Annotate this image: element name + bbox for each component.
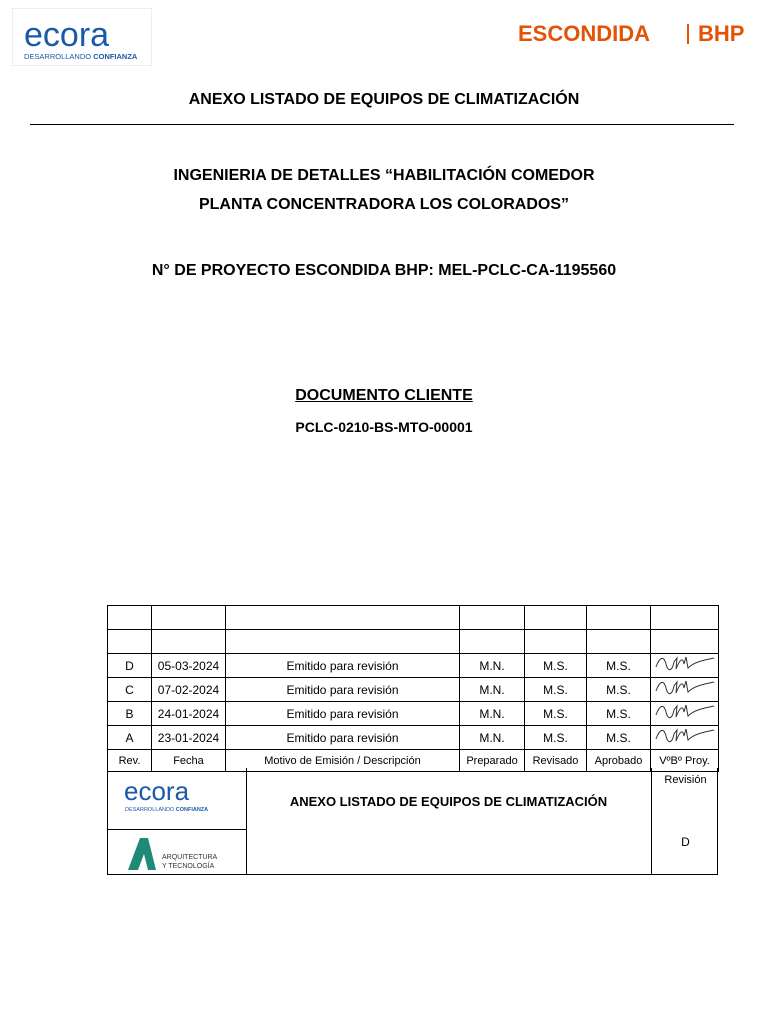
- bhp-wordmark: BHP: [698, 21, 745, 46]
- svg-text:ecora: ecora: [124, 776, 190, 806]
- rev-cell: B: [108, 702, 152, 726]
- reviewed-cell: M.S.: [525, 702, 587, 726]
- svg-text:Y TECNOLOGÍA: Y TECNOLOGÍA: [162, 863, 215, 870]
- signature-icon: [652, 726, 718, 746]
- arquitectura-logo: [108, 830, 246, 874]
- svg-text:DESARROLLANDO CONFIANZA: DESARROLLANDO CONFIANZA: [125, 807, 209, 813]
- col-header-prepared: Preparado: [460, 750, 525, 772]
- prepared-cell: M.N.: [460, 726, 525, 750]
- signature-cell: [651, 726, 719, 750]
- revision-row-a: [108, 726, 719, 750]
- date-cell: 05-03-2024: [152, 654, 226, 678]
- document-title: ANEXO LISTADO DE EQUIPOS DE CLIMATIZACIÓN: [188, 91, 580, 108]
- approved-cell: M.S.: [587, 702, 651, 726]
- rev-cell: C: [108, 678, 152, 702]
- title-block-logos: [108, 768, 247, 874]
- approved-cell: M.S.: [587, 726, 651, 750]
- project-subtitle: [0, 161, 768, 219]
- title-block-revision: [651, 768, 719, 874]
- col-header-vobo: VºBº Proy.: [651, 750, 719, 772]
- col-header-rev: Rev.: [108, 750, 152, 772]
- signature-cell: [651, 678, 719, 702]
- date-cell: 07-02-2024: [152, 678, 226, 702]
- signature-icon: [652, 654, 718, 674]
- logo-separator: [687, 24, 689, 44]
- col-header-approved: Aprobado: [587, 750, 651, 772]
- escondida-bhp-logo: [510, 14, 760, 52]
- signature-icon: [652, 678, 718, 698]
- col-header-description: Motivo de Emisión / Descripción: [226, 750, 460, 772]
- signature-cell: [651, 702, 719, 726]
- title-block-title: ANEXO LISTADO DE EQUIPOS DE CLIMATIZACIÓN: [289, 793, 608, 809]
- revision-row-c: [108, 678, 719, 702]
- revision-value: D: [681, 835, 690, 849]
- description-cell: Emitido para revisión: [226, 726, 460, 750]
- ecora-small-logo: [108, 768, 246, 828]
- subtitle-line-2: PLANTA CONCENTRADORA LOS COLORADOS”: [198, 196, 570, 213]
- revision-label: Revisión: [664, 774, 707, 786]
- ecora-tagline: DESARROLLANDO CONFIANZA: [24, 52, 138, 61]
- revision-row-d: [108, 654, 719, 678]
- ecora-wordmark: ecora: [24, 16, 110, 54]
- description-cell: Emitido para revisión: [226, 654, 460, 678]
- reviewed-cell: M.S.: [525, 678, 587, 702]
- title-block: [107, 768, 718, 875]
- approved-cell: M.S.: [587, 654, 651, 678]
- revision-table: [107, 605, 719, 772]
- date-cell: 23-01-2024: [152, 726, 226, 750]
- prepared-cell: M.N.: [460, 702, 525, 726]
- project-number: N° DE PROYECTO ESCONDIDA BHP: MEL-PCLC-CA-1195560: [151, 262, 617, 279]
- col-header-date: Fecha: [152, 750, 226, 772]
- escondida-wordmark: ESCONDIDA: [518, 21, 651, 46]
- date-cell: 24-01-2024: [152, 702, 226, 726]
- subtitle-line-1: INGENIERIA DE DETALLES “HABILITACIÓN COMEDOR: [173, 167, 595, 184]
- reviewed-cell: M.S.: [525, 654, 587, 678]
- col-header-reviewed: Revisado: [525, 750, 587, 772]
- approved-cell: M.S.: [587, 678, 651, 702]
- ecora-logo: [12, 8, 152, 66]
- rev-cell: A: [108, 726, 152, 750]
- prepared-cell: M.N.: [460, 654, 525, 678]
- blank-row: [108, 606, 719, 630]
- description-cell: Emitido para revisión: [226, 702, 460, 726]
- signature-cell: [651, 654, 719, 678]
- signature-icon: [652, 702, 718, 722]
- revision-row-b: [108, 702, 719, 726]
- header-divider: [30, 124, 734, 125]
- blank-row: [108, 630, 719, 654]
- rev-cell: D: [108, 654, 152, 678]
- prepared-cell: M.N.: [460, 678, 525, 702]
- description-cell: Emitido para revisión: [226, 678, 460, 702]
- client-doc-heading: DOCUMENTO CLIENTE: [295, 387, 473, 404]
- client-doc-code: PCLC-0210-BS-MTO-00001: [295, 419, 473, 435]
- svg-text:ARQUITECTURA: ARQUITECTURA: [162, 854, 218, 861]
- reviewed-cell: M.S.: [525, 726, 587, 750]
